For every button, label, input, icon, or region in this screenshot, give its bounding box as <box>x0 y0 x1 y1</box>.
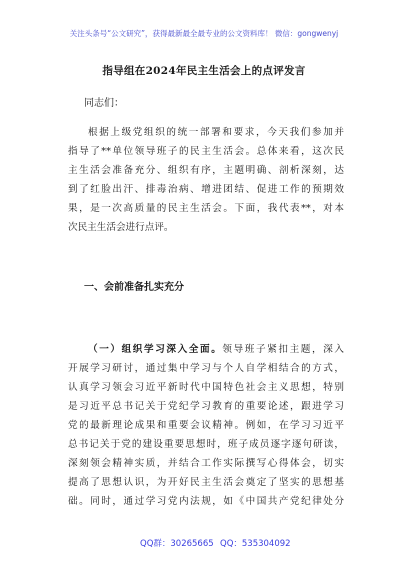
paragraph-line: 总书记关于党的建设重要思想时，班子成员逐字逐句研读， <box>68 439 344 450</box>
paragraph-line: 指导了**单位领导班子的民主生活会。总体来看，这次民 <box>68 146 344 157</box>
paragraph-line: 主生活会准备充分、组织有序，主题明确、剖析深刻，达 <box>68 165 344 176</box>
paragraph-line: 次民主生活会进行点评。 <box>68 222 174 233</box>
paragraph-line: 到了红脸出汗、排毒治病、增进团结、促进工作的预期效 <box>68 184 344 195</box>
paragraph-line <box>68 340 344 359</box>
paragraph-line: 是习近平总书记关于党纪学习教育的重要论述，跟进学习 <box>68 401 344 412</box>
paragraph-line: 认真学习领会习近平新时代中国特色社会主义思想，特别 <box>68 382 344 393</box>
salutation: 同志们： <box>84 98 124 109</box>
paragraph-line: 深刻领会精神实质，并结合工作实际撰写心得体会，切实 <box>68 458 344 469</box>
paragraph-line: 党的最新理论成果和重要会议精神。例如，在学习习近平 <box>68 420 344 431</box>
paragraph-line: 础。同时，通过学习党内法规，如《中国共产党纪律处分 <box>68 496 344 507</box>
paragraph-line: 果，是一次高质量的民主生活会。下面，我代表**，对本 <box>68 203 344 214</box>
paragraph-intro <box>68 123 344 237</box>
document-title: 指导组在2024年民主生活会上的点评发言 <box>102 65 306 77</box>
paragraph-study <box>68 340 344 511</box>
paragraph-line: 开展学习研讨，通过集中学习与个人自学相结合的方式， <box>68 363 344 374</box>
section-heading: 一、会前准备扎实充分 <box>84 282 184 293</box>
footer-qq: QQ：535304092 <box>220 539 291 549</box>
footer-qq-group: QQ群：30265665 <box>140 539 214 549</box>
subheading-rest: 领导班子紧扣主题，深入 <box>222 344 344 355</box>
header-note: 关注头条号“公文研究”，获得最新最全最专业的公文资料库！ 微信：gongwenyj <box>69 29 339 38</box>
paragraph-line: 提高了思想认识，为开好民主生活会奠定了坚实的思想基 <box>68 477 344 488</box>
subheading-lead: （一）组织学习深入全面。 <box>88 344 223 355</box>
paragraph-line: 根据上级党组织的统一部署和要求，今天我们参加并 <box>88 127 344 138</box>
